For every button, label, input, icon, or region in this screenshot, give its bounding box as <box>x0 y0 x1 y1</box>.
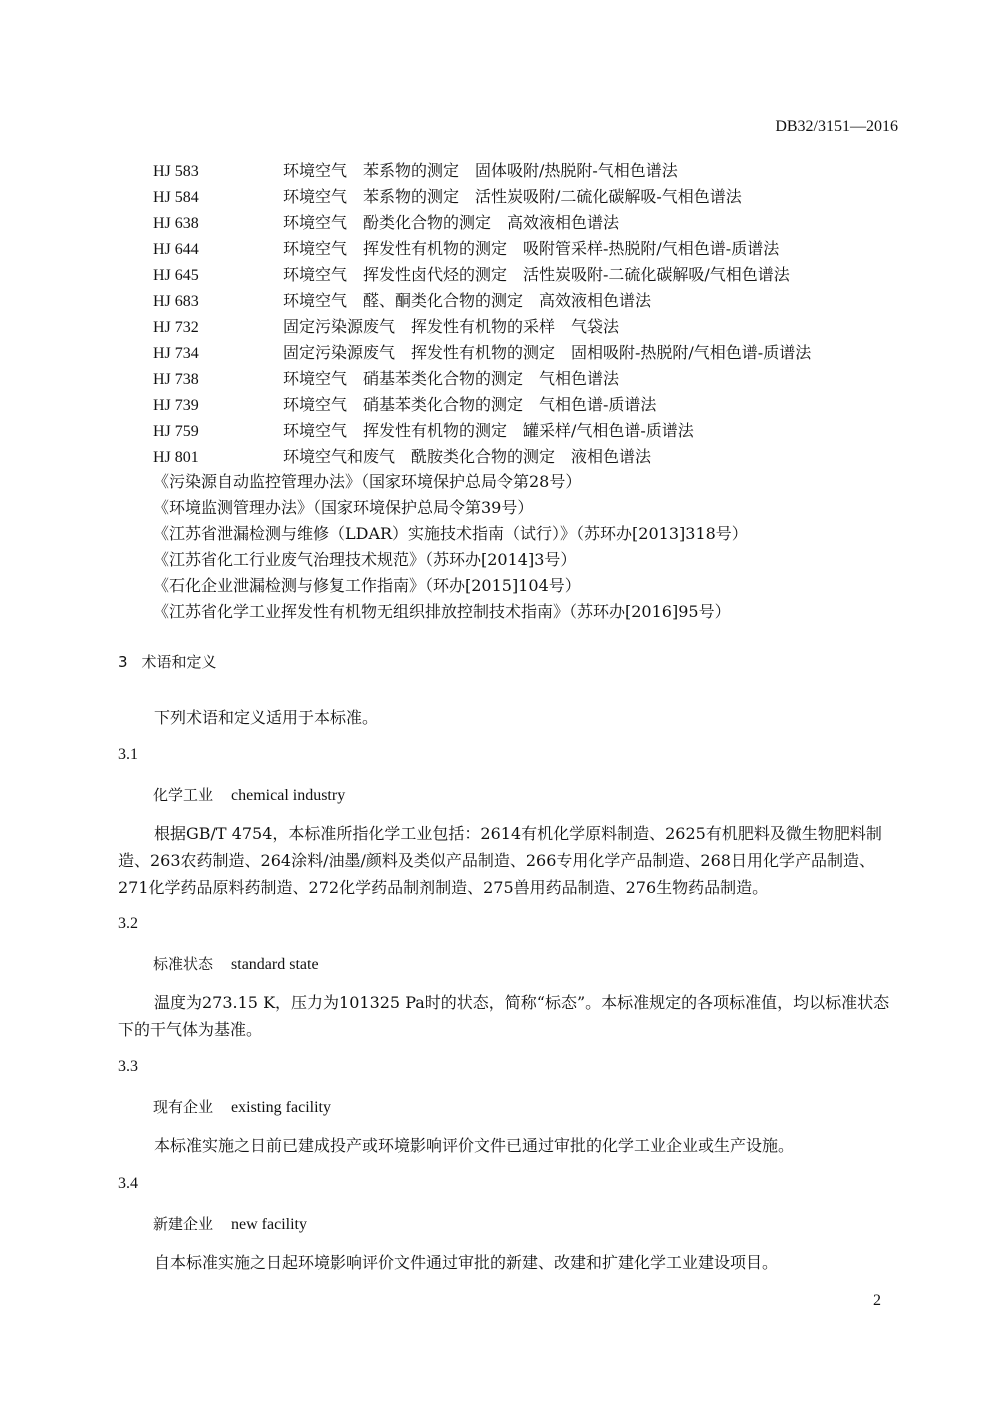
term-chinese: 现有企业 <box>153 1098 214 1116</box>
term-english: chemical industry <box>231 787 346 804</box>
term-definition: 根据GB/T 4754，本标准所指化学工业包括：2614有机化学原料制造、2625有机肥料及微生物肥料制造、263农药制造、264涂料/油墨/颜料及类似产品制造、266专用化学产品制造、268日用化学产品制造、271化学药品原料药制造、272化学药品制剂制造、275兽用药品制造、276生物药品制造。 <box>118 824 882 897</box>
reference-row <box>153 366 811 392</box>
reference-row <box>153 418 811 444</box>
reference-code: HJ 732 <box>153 319 199 336</box>
reference-title: 环境空气 挥发性卤代烃的测定 活性炭吸附-二硫化碳解吸/气相色谱法 <box>283 265 790 284</box>
reference-code: HJ 638 <box>153 215 199 232</box>
term-chinese: 化学工业 <box>153 786 214 804</box>
clause-number: 3.2 <box>118 915 138 932</box>
clause-number: 3.1 <box>118 746 138 763</box>
reference-code: HJ 683 <box>153 293 199 310</box>
reference-row <box>153 444 811 470</box>
term-definition: 温度为273.15 K，压力为101325 Pa时的状态，简称“标态”。本标准规定的各项标准值，均以标准状态下的干气体为基准。 <box>118 993 890 1039</box>
reference-title: 环境空气 醛、酮类化合物的测定 高效液相色谱法 <box>283 291 652 310</box>
term-heading <box>153 784 345 805</box>
reference-row <box>153 236 811 262</box>
section-number: 3 <box>118 653 128 671</box>
reference-title: 环境空气 硝基苯类化合物的测定 气相色谱-质谱法 <box>283 395 657 414</box>
section-heading <box>118 651 217 672</box>
reference-code: HJ 739 <box>153 397 199 414</box>
term-definition: 自本标准实施之日起环境影响评价文件通过审批的新建、改建和扩建化学工业建设项目。 <box>154 1253 779 1272</box>
reference-standards-list <box>153 158 811 470</box>
reference-row <box>153 392 811 418</box>
term-heading <box>153 953 319 974</box>
term-english: new facility <box>231 1216 307 1233</box>
reference-code: HJ 584 <box>153 189 199 206</box>
reference-row <box>153 340 811 366</box>
clause-number: 3.4 <box>118 1175 138 1192</box>
reference-title: 环境空气 硝基苯类化合物的测定 气相色谱法 <box>283 369 620 388</box>
reference-code: HJ 645 <box>153 267 199 284</box>
term-heading <box>153 1213 307 1234</box>
reference-code: HJ 644 <box>153 241 199 258</box>
document-code: DB32/3151—2016 <box>775 118 898 135</box>
reference-row <box>153 210 811 236</box>
reference-code: HJ 738 <box>153 371 199 388</box>
term-english: existing facility <box>231 1099 331 1116</box>
reference-code: HJ 583 <box>153 163 199 180</box>
reference-row <box>153 288 811 314</box>
reference-title: 环境空气 挥发性有机物的测定 罐采样/气相色谱-质谱法 <box>283 421 694 440</box>
reference-row <box>153 314 811 340</box>
document-item: 《江苏省泄漏检测与维修（LDAR）实施技术指南（试行）》（苏环办[2013]318号） <box>153 524 748 543</box>
reference-title: 环境空气 苯系物的测定 活性炭吸附/二硫化碳解吸-气相色谱法 <box>283 187 742 206</box>
clause-number: 3.3 <box>118 1058 138 1075</box>
reference-title: 固定污染源废气 挥发性有机物的测定 固相吸附-热脱附/气相色谱-质谱法 <box>283 343 812 362</box>
document-item: 《石化企业泄漏检测与修复工作指南》（环办[2015]104号） <box>153 576 581 595</box>
term-chinese: 标准状态 <box>153 955 214 973</box>
reference-row <box>153 184 811 210</box>
document-item: 《江苏省化学工业挥发性有机物无组织排放控制技术指南》（苏环办[2016]95号） <box>153 602 731 621</box>
reference-row <box>153 262 811 288</box>
reference-code: HJ 759 <box>153 423 199 440</box>
reference-title: 环境空气 挥发性有机物的测定 吸附管采样-热脱附/气相色谱-质谱法 <box>283 239 780 258</box>
reference-code: HJ 801 <box>153 449 199 466</box>
regulatory-documents-list <box>153 469 748 625</box>
document-item: 《污染源自动监控管理办法》（国家环境保护总局令第28号） <box>153 472 582 491</box>
reference-code: HJ 734 <box>153 345 199 362</box>
reference-title: 环境空气和废气 酰胺类化合物的测定 液相色谱法 <box>283 447 652 466</box>
reference-title: 环境空气 酚类化合物的测定 高效液相色谱法 <box>283 213 620 232</box>
reference-row <box>153 158 811 184</box>
page-number: 2 <box>873 1292 881 1309</box>
term-chinese: 新建企业 <box>153 1215 214 1233</box>
document-item: 《环境监测管理办法》（国家环境保护总局令第39号） <box>153 498 534 517</box>
section-intro: 下列术语和定义适用于本标准。 <box>154 708 379 727</box>
term-heading <box>153 1096 331 1117</box>
document-item: 《江苏省化工行业废气治理技术规范》（苏环办[2014]3号） <box>153 550 577 569</box>
reference-title: 环境空气 苯系物的测定 固体吸附/热脱附-气相色谱法 <box>283 161 678 180</box>
term-english: standard state <box>231 956 319 973</box>
term-definition: 本标准实施之日前已建成投产或环境影响评价文件已通过审批的化学工业企业或生产设施。 <box>154 1136 795 1155</box>
section-title: 术语和定义 <box>141 653 217 671</box>
reference-title: 固定污染源废气 挥发性有机物的采样 气袋法 <box>283 317 620 336</box>
